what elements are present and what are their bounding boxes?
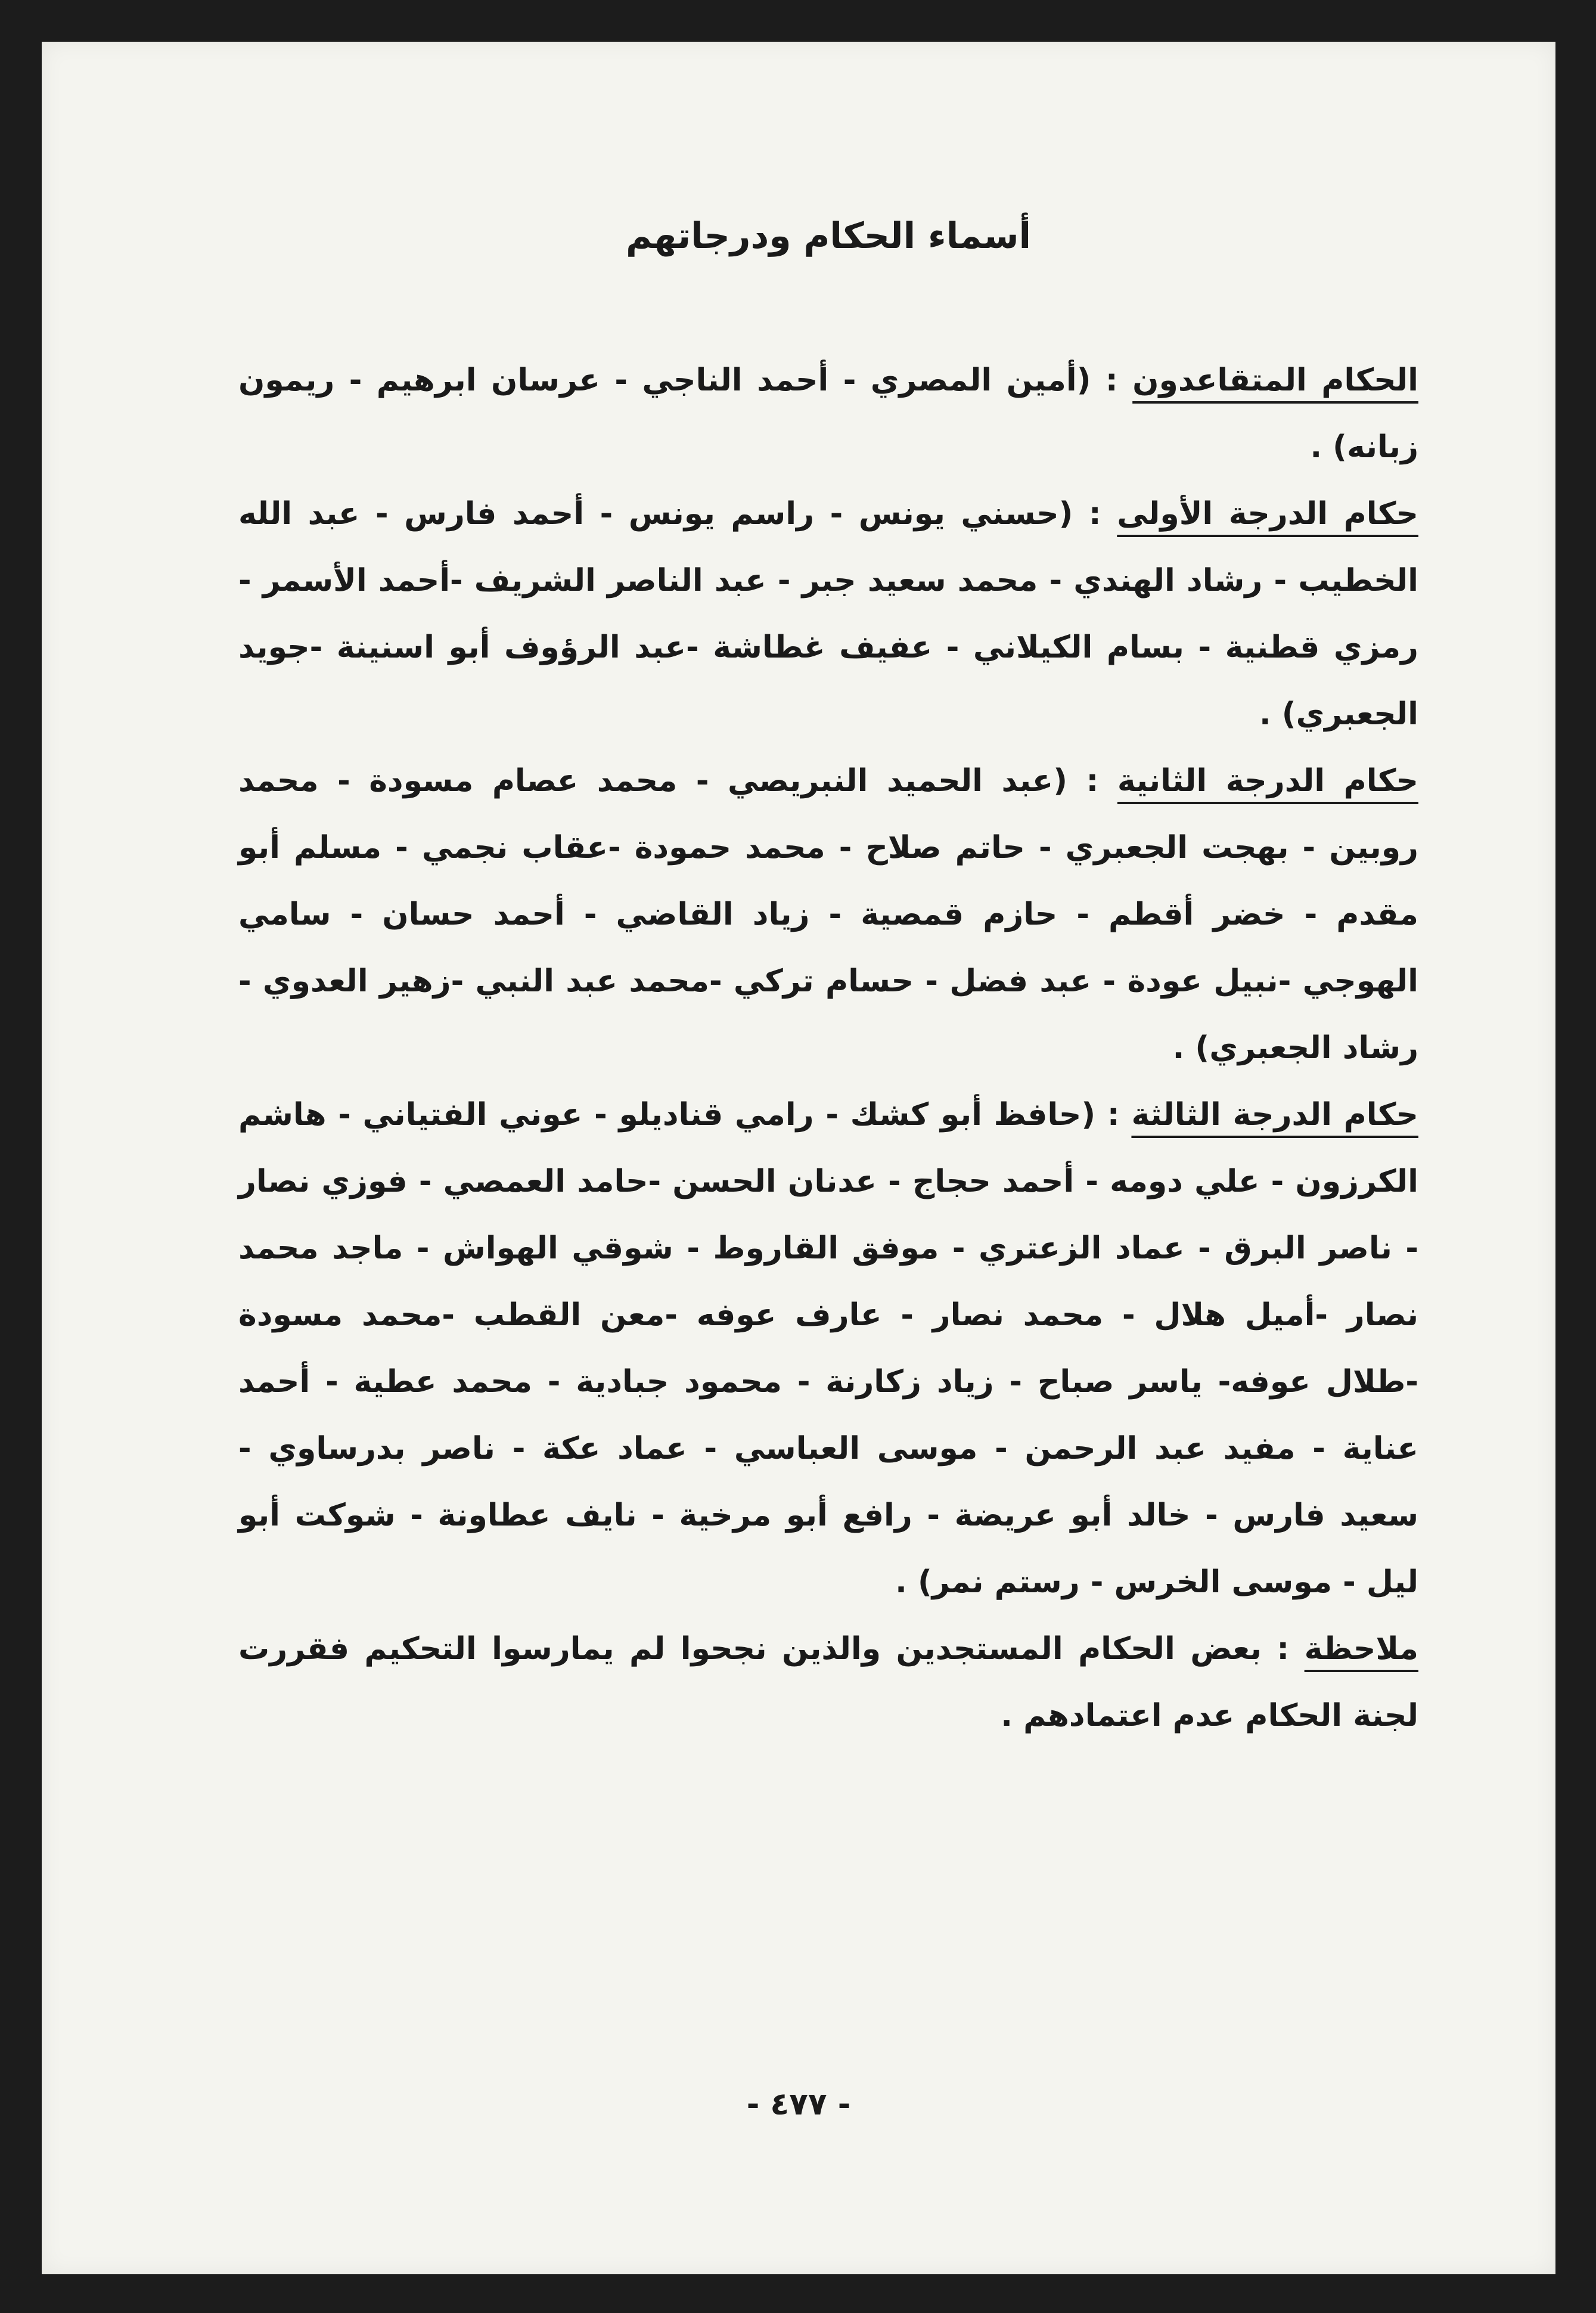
document-body bbox=[238, 215, 1418, 1749]
section-label: حكام الدرجة الأولى bbox=[1117, 496, 1418, 532]
section-text: : بعض الحكام المستجدين والذين نجحوا لم يمارسوا التحكيم فقررت لجنة الحكام عدم اعتمادهم . bbox=[238, 1631, 1418, 1734]
section-label: الحكام المتقاعدون bbox=[1132, 362, 1418, 398]
section-label: ملاحظة bbox=[1304, 1631, 1418, 1667]
section-label: حكام الدرجة الثالثة bbox=[1131, 1097, 1418, 1133]
section-text: : (حسني يونس - راسم يونس - أحمد فارس - عبد الله الخطيب - رشاد الهندي - محمد سعيد جبر - عبد الناصر الشريف -أحمد الأسمر - رمزي قطنية - بسام الكيلاني - عفيف غطاشة -عبد الرؤوف أبو اسنينة -جويد الجعبري) . bbox=[238, 496, 1418, 732]
document-page bbox=[42, 42, 1555, 2274]
section-text: : (عبد الحميد النبريصي - محمد عصام مسودة - محمد روبين - بهجت الجعبري - حاتم صلاح - محمد حمودة -عقاب نجمي - مسلم أبو مقدم - خضر أقطم - حازم قمصية - زياد القاضي - أحمد حسان - سامي الهوجي -نبيل عودة - عبد فضل - حسام تركي -محمد عبد النبي -زهير العدوي - رشاد الجعبري) . bbox=[238, 763, 1418, 1066]
section-label: حكام الدرجة الثانية bbox=[1117, 763, 1418, 799]
section-retired-referees bbox=[238, 347, 1418, 480]
section-third-degree-referees bbox=[238, 1081, 1418, 1616]
section-note bbox=[238, 1616, 1418, 1749]
page-number: - ٤٧٧ - bbox=[746, 2086, 851, 2122]
section-text: : (حافظ أبو كشك - رامي قناديلو - عوني الفتياني - هاشم الكرزون - علي دومه - أحمد حجاج - عدنان الحسن -حامد العمصي - فوزي نصار - ناصر البرق - عماد الزعتري - موفق القاروط - شوقي الهواش - ماجد محمد نصار -أميل هلال - محمد نصار - عارف عوفه -معن القطب -محمد مسودة -طلال عوفه- ياسر صباح - زياد زكارنة - محمود جبادية - محمد عطية - أحمد عناية - مفيد عبد الرحمن - موسى العباسي - عماد عكة - ناصر بدرساوي - سعيد فارس - خالد أبو عريضة - رافع أبو مرخية - نايف عطاونة - شوكت أبو ليل - موسى الخرس - رستم نمر) . bbox=[238, 1097, 1418, 1600]
section-second-degree-referees bbox=[238, 748, 1418, 1081]
section-text: : (أمين المصري - أحمد الناجي - عرسان ابرهيم - ريمون زبانه) . bbox=[238, 362, 1418, 465]
section-first-degree-referees bbox=[238, 480, 1418, 748]
page-title: أسماء الحكام ودرجاتهم bbox=[625, 215, 1032, 257]
